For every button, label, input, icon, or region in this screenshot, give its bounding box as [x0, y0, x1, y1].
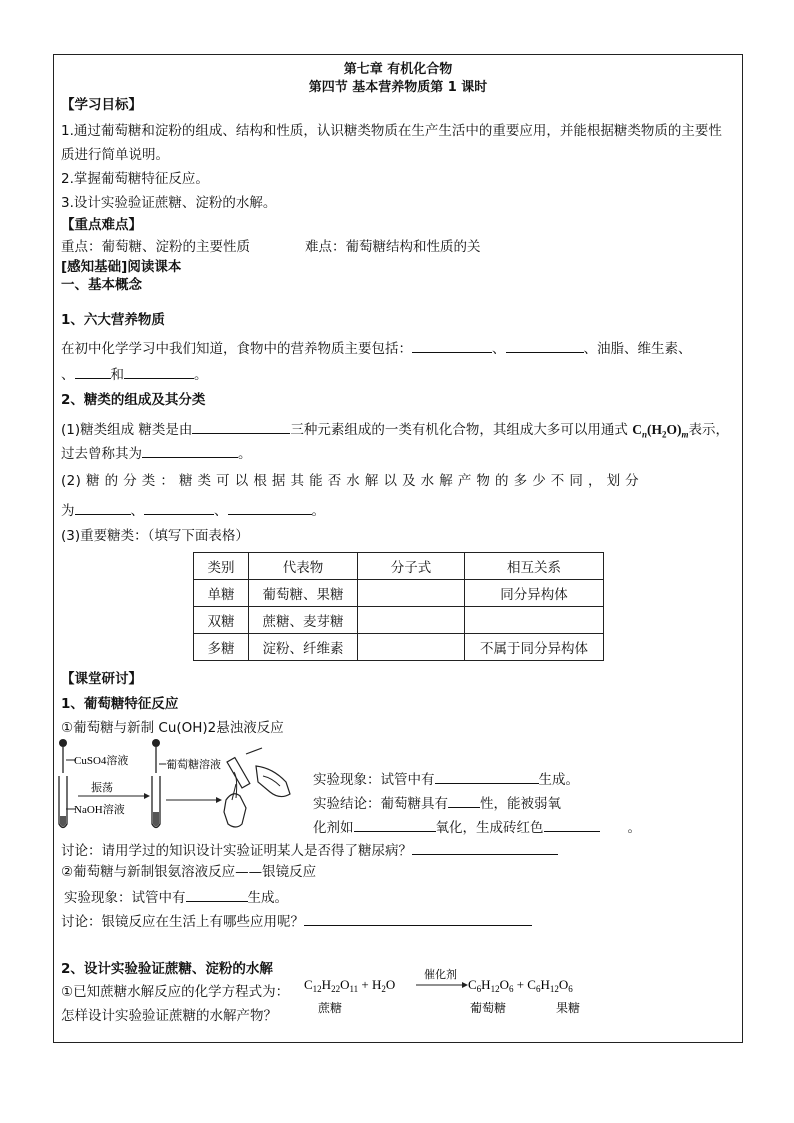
observation-1: [313, 769, 579, 789]
answer-blank[interactable]: [354, 817, 436, 832]
table-cell: 葡萄糖、果糖: [249, 580, 358, 607]
discussion-2-text: 讨论：银镜反应在生活上有哪些应用呢？: [61, 914, 304, 930]
table-cell: 淀粉、纤维素: [249, 634, 358, 661]
discussion-2: [61, 911, 532, 931]
answer-blank[interactable]: [75, 500, 131, 515]
heating-apparatus-icon: [224, 748, 290, 827]
conclusion-1: [313, 793, 561, 813]
period: 。: [238, 446, 252, 462]
keypoints-heading: 【重点难点】: [61, 217, 142, 233]
preview-heading: [感知基础]阅读课本: [61, 259, 182, 275]
obs2-a: 实验现象：试管中有: [64, 890, 186, 906]
conclusion-2: [313, 817, 641, 837]
answer-blank[interactable]: [448, 793, 480, 808]
equation-left: $C_{12}H_{22}O_{11} + H_2O$: [304, 977, 396, 994]
obs1-end: 生成。: [538, 772, 579, 788]
sucrose-label: 蔗糖: [318, 1001, 343, 1015]
part-one-heading: 一、基本概念: [61, 277, 142, 293]
carbs-p1-b: 三种元素组成的一类有机化合物，其组成大多可以用通式: [290, 422, 628, 438]
reaction-3-question: 怎样设计实验验证蔗糖的水解产物？: [61, 1008, 277, 1024]
con2-b: 氧化，生成砖红色: [435, 820, 544, 836]
table-cell: 蔗糖、麦芽糖: [249, 607, 358, 634]
naoh-label: NaOH溶液: [74, 804, 125, 816]
table-cell: 同分异构体: [465, 580, 604, 607]
table-row: [194, 634, 604, 661]
reaction-3: ①已知蔗糖水解反应的化学方程式为：: [61, 984, 290, 1000]
dropper-icon: [59, 739, 67, 773]
discussion-1: [61, 840, 558, 860]
nutrients-heading: 1、六大营养物质: [61, 312, 165, 328]
hydrolysis-equation: [300, 958, 610, 1020]
carbs-p1: [61, 419, 729, 444]
separator: 、: [214, 503, 228, 519]
table-header-row: [194, 553, 604, 580]
table-cell[interactable]: [358, 607, 465, 634]
answer-blank[interactable]: [544, 817, 600, 832]
table-cell[interactable]: [358, 580, 465, 607]
answer-blank[interactable]: [435, 769, 539, 784]
catalyst-label: 催化剂: [424, 969, 457, 981]
answer-blank[interactable]: [192, 419, 290, 434]
observation-2: [64, 887, 288, 907]
test-tube-icon: [152, 776, 160, 828]
objectives-heading: 【学习目标】: [61, 97, 142, 113]
chapter-title: 第七章 有机化合物: [343, 62, 453, 77]
key-point: 重点：葡萄糖、淀粉的主要性质: [61, 239, 250, 255]
and-text: 和: [110, 367, 124, 383]
carbs-p1-a: (1)糖类组成 糖类是由: [61, 422, 193, 438]
table-header: 相互关系: [465, 553, 604, 580]
carbs-p2: (2) 糖 的 分 类 ： 糖 类 可 以 根 据 其 能 否 水 解 以 及 水 解 产 物 的 多 少 不 同 ， 划 分: [61, 473, 640, 489]
objective-1a: 1.通过葡萄糖和淀粉的组成、结构和性质，认识糖类物质在生产生活中的重要应用，并能根据糖类物质的主要性: [61, 123, 722, 139]
answer-blank[interactable]: [144, 500, 214, 515]
table-header: 类别: [194, 553, 249, 580]
obs2-b: 生成。: [247, 890, 288, 906]
sugar-table: [193, 552, 604, 661]
table-cell: 多糖: [194, 634, 249, 661]
glucose-solution-label: 葡萄糖溶液: [166, 759, 221, 771]
arrow-head-icon: [216, 797, 222, 803]
table-row: [194, 580, 604, 607]
cuso4-label: CuSO4溶液: [74, 755, 129, 767]
answer-blank[interactable]: [228, 500, 312, 515]
nutrients-line-2: [61, 364, 208, 384]
answer-blank[interactable]: [304, 911, 532, 926]
experiment-figure: [58, 738, 308, 838]
answer-blank[interactable]: [142, 443, 238, 458]
answer-blank[interactable]: [124, 364, 194, 379]
section-2-heading: 2、设计实验验证蔗糖、淀粉的水解: [61, 961, 273, 977]
class-heading: 【课堂研讨】: [61, 671, 142, 687]
carbs-p1-c: 表示，: [688, 422, 729, 438]
fructose-label: 果糖: [556, 1001, 581, 1015]
table-cell: 单糖: [194, 580, 249, 607]
arrow-head-icon: [144, 793, 150, 799]
answer-blank[interactable]: [412, 840, 558, 855]
table-cell: 双糖: [194, 607, 249, 634]
equation-right: $C_6H_{12}O_6 + C_6H_{12}O_6$: [468, 977, 573, 994]
glucose-label: 葡萄糖: [470, 1001, 507, 1015]
con1-a: 实验结论：葡萄糖具有: [313, 796, 448, 812]
period: 。: [311, 503, 325, 519]
carbs-p3: (3)重要糖类：（填写下面表格）: [61, 528, 249, 544]
carbs-p2-line2: [61, 500, 325, 520]
section-1-heading: 1、葡萄糖特征反应: [61, 696, 179, 712]
table-cell: 不属于同分异构体: [465, 634, 604, 661]
carbs-p1-line2: [61, 443, 252, 463]
carbs-p2-b: 为: [61, 503, 75, 519]
separator: 、: [61, 367, 75, 383]
table-cell[interactable]: [465, 607, 604, 634]
test-tube-icon: [59, 776, 67, 828]
separator: 、: [492, 341, 506, 357]
general-formula: $C_n(H_2O)_m$: [632, 422, 689, 440]
table-row: [194, 607, 604, 634]
answer-blank[interactable]: [412, 338, 492, 353]
con2-a: 化剂如: [313, 820, 354, 836]
nutrients-text-a: 在初中化学学习中我们知道，食物中的营养物质主要包括：: [61, 341, 412, 357]
section-title: 第四节 基本营养物质第 1 课时: [308, 80, 488, 95]
nutrients-line-1: [61, 338, 692, 358]
table-cell[interactable]: [358, 634, 465, 661]
carbs-heading: 2、糖类的组成及其分类: [61, 392, 206, 408]
period: 。: [194, 367, 208, 383]
table-header: 分子式: [358, 553, 465, 580]
obs1-text: 实验现象：试管中有: [313, 772, 435, 788]
con1-b: 性，能被弱氧: [480, 796, 561, 812]
dropper-icon: [152, 739, 160, 773]
objective-3: 3.设计实验验证蔗糖、淀粉的水解。: [61, 195, 277, 211]
reaction-2: ②葡萄糖与新制银氨溶液反应——银镜反应: [61, 864, 317, 880]
nutrients-text-b: 、油脂、维生素、: [583, 341, 692, 357]
answer-blank[interactable]: [186, 887, 248, 902]
separator: 、: [130, 503, 144, 519]
objective-2: 2.掌握葡萄糖特征反应。: [61, 171, 209, 187]
carbs-p1-d: 过去曾称其为: [61, 446, 142, 462]
shake-label: 振荡: [91, 782, 113, 794]
table-header: 代表物: [249, 553, 358, 580]
reaction-1: ①葡萄糖与新制 Cu(OH)2悬浊液反应: [61, 720, 284, 736]
answer-blank[interactable]: [75, 364, 111, 379]
period: 。: [627, 820, 641, 836]
discussion-1-text: 讨论：请用学过的知识设计实验证明某人是否得了糖尿病？: [61, 843, 412, 859]
difficult-point: 难点：葡萄糖结构和性质的关: [305, 239, 481, 255]
objective-1b: 质进行简单说明。: [61, 147, 169, 163]
answer-blank[interactable]: [506, 338, 584, 353]
